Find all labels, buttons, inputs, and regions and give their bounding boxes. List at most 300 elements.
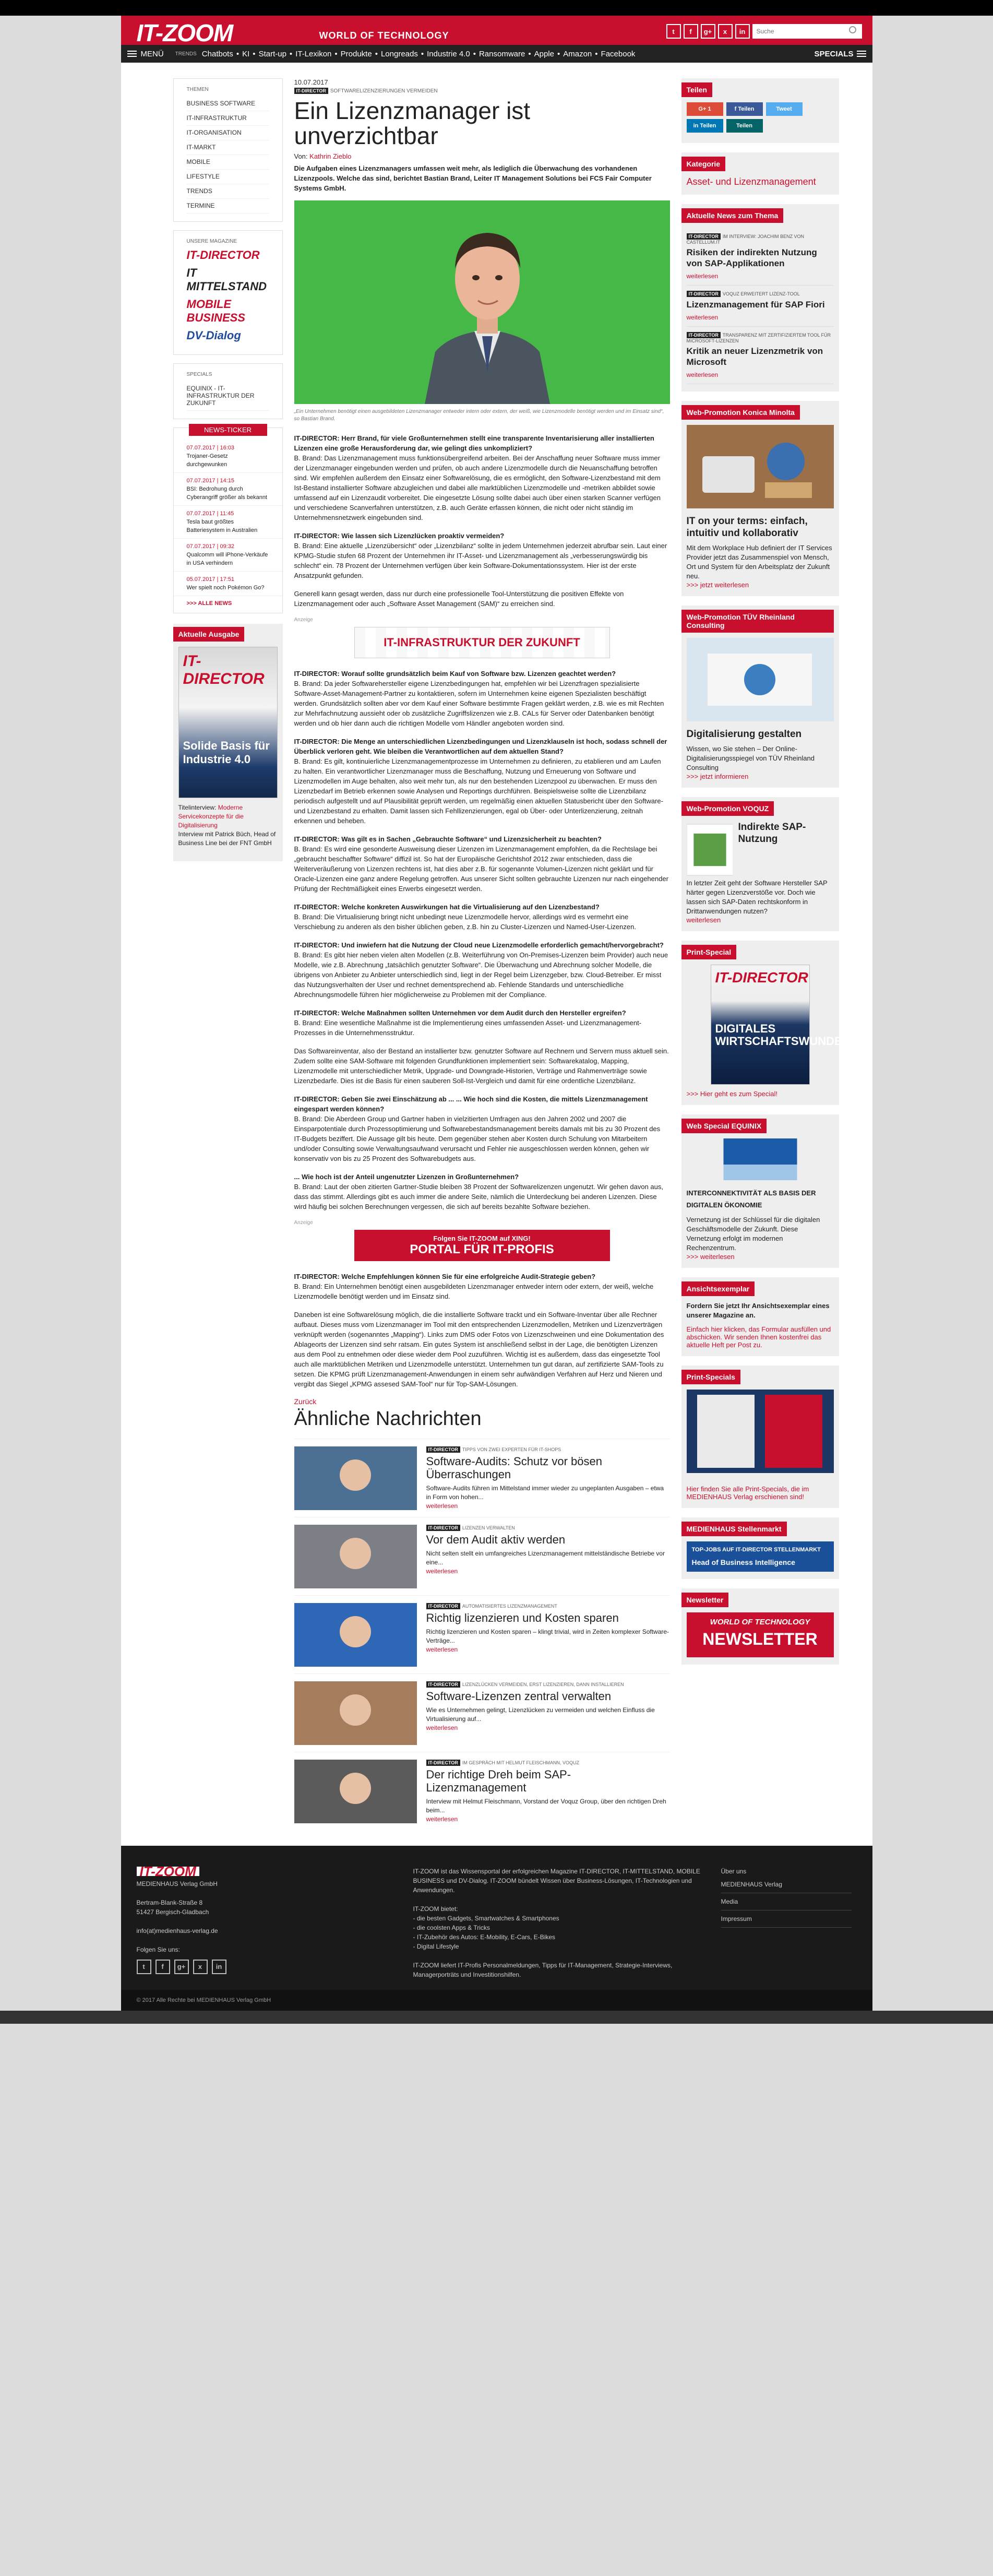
interview-paragraph [294, 737, 670, 826]
hamburger-icon [127, 51, 137, 57]
related-title[interactable]: Richtig lizenzieren und Kosten sparen [426, 1611, 619, 1624]
related-item[interactable] [294, 1752, 670, 1830]
footer-offer-1: - die besten Gadgets, Smartwatches & Smartphones [413, 1915, 559, 1922]
news-ticker [173, 428, 283, 613]
print-specials-image [687, 1390, 834, 1473]
related-teaser: Interview mit Helmut Fleischmann, Vorstand der Voquz Group, über den richtigen Dreh beim... [426, 1798, 666, 1814]
xing-icon[interactable]: x [193, 1960, 208, 1974]
sample-copy-box [681, 1277, 839, 1356]
xing-banner-line2: PORTAL FÜR IT-PROFIS [410, 1242, 554, 1256]
interview-answer: Generell kann gesagt werden, dass nur durch eine professionelle Tool-Unterstützung die positiven Effekte von Lizenzmanagement oder auch „Software Asset Management (SAM)“ zu erreichen sind. [294, 590, 624, 608]
ticker-item[interactable] [174, 572, 282, 596]
footer-offer-4: - Digital Lifestyle [413, 1943, 459, 1950]
sidebar-item-theme[interactable]: MOBILE [187, 155, 269, 170]
footer-offer-2: - die coolsten Apps & Tricks [413, 1924, 490, 1931]
related-item[interactable] [294, 1517, 670, 1595]
themes-label: THEMEN [186, 87, 209, 92]
interview-paragraph [294, 940, 670, 1000]
related-badge: IT-DIRECTOR [426, 1681, 460, 1688]
byline-prefix: Von: [294, 152, 308, 160]
related-kicker-text: TIPPS VON ZWEI EXPERTEN FÜR IT-SHOPS [462, 1447, 561, 1452]
related-badge: IT-DIRECTOR [426, 1760, 460, 1766]
print-cover-subtitle: DIGITALES WIRTSCHAFTSWUNDER [715, 1022, 851, 1048]
interview-question: IT-DIRECTOR: Die Menge an unterschiedlichen Lizenzbedingungen und Lizenzklauseln ist hoch, sodass schnell der Überblick verloren geht. Wie bleiben die Verantwortlichen auf dem aktuellen Stand? [294, 738, 667, 755]
promo-tuv-text: Wissen, wo Sie stehen – Der Online-Digitalisierungsspiegel von TÜV Rheinland Consulting [686, 745, 815, 771]
sample-copy-title: Ansichtsexemplar [681, 1281, 755, 1296]
trend-separator: • [334, 49, 338, 58]
trend-separator: • [595, 49, 598, 58]
interview-paragraph [294, 902, 670, 932]
themes-box [173, 78, 283, 222]
interview-paragraph [294, 834, 670, 894]
trend-link[interactable]: Start-up [258, 49, 286, 58]
linkedin-icon[interactable]: in [735, 24, 750, 39]
trend-separator: • [421, 49, 424, 58]
search-icon[interactable] [849, 26, 856, 33]
category-link[interactable]: Asset- und Lizenzmanagement [686, 176, 816, 187]
topic-news-badge: IT-DIRECTOR [687, 332, 721, 338]
cover-subtitle: Solide Basis für Industrie 4.0 [183, 739, 270, 766]
magazines-box [173, 230, 283, 355]
sidebar-item-theme[interactable]: LIFESTYLE [187, 170, 269, 184]
mag-dvdialog-logo[interactable]: DV-Dialog [186, 329, 241, 342]
trend-link[interactable]: Produkte [340, 49, 372, 58]
related-title[interactable]: Software-Audits: Schutz vor bösen Überraschungen [426, 1455, 602, 1481]
promo-konica-title: Web-Promotion Konica Minolta [681, 405, 800, 420]
topic-news-more[interactable]: weiterlesen [686, 371, 719, 378]
footer-links-title: Über uns [721, 1868, 747, 1875]
related-badge: IT-DIRECTOR [426, 1603, 460, 1609]
interview-section-2 [294, 669, 670, 1212]
header-social-links [666, 24, 750, 39]
interview-paragraph [294, 1094, 670, 1164]
copyright: © 2017 Alle Rechte bei MEDIENHAUS Verlag GmbH [121, 1990, 872, 2011]
related-teaser: Nicht selten stellt ein umfangreiches Lizenzmanagement mittelständische Betriebe vor eine... [426, 1550, 665, 1566]
ticker-text: BSI: Bedrohung durch Cyberangriff größer als bekannt [186, 486, 267, 501]
ticker-item[interactable] [174, 539, 282, 572]
share-box [681, 78, 839, 143]
related-more-link[interactable]: weiterlesen [426, 1502, 458, 1510]
header [121, 16, 872, 45]
interview-answer: B. Brand: Eine wesentliche Maßnahme ist die Implementierung eines umfassenden Asset- und Lizenzmanagement-Prozesses in die Unternehmensstruktur. [294, 1019, 642, 1037]
footer-publisher: MEDIENHAUS Verlag GmbH [136, 1880, 218, 1888]
related-badge: IT-DIRECTOR [426, 1446, 460, 1453]
related-text [426, 1603, 670, 1666]
main-nav [121, 45, 872, 63]
article-title: Ein Lizenzmanager ist unverzichtbar [294, 97, 531, 149]
trend-link[interactable]: Ransomware [478, 49, 525, 58]
specials-label: SPECIALS [186, 372, 212, 377]
interview-paragraph [294, 1310, 670, 1389]
trend-link[interactable]: Apple [534, 49, 554, 58]
related-more-link[interactable]: weiterlesen [426, 1724, 458, 1731]
related-thumbnail[interactable] [294, 1446, 417, 1510]
trend-link[interactable]: Longreads [380, 49, 418, 58]
sidebar-item-theme[interactable]: TRENDS [187, 184, 269, 199]
back-link[interactable]: Zurück [294, 1397, 317, 1406]
trend-separator: • [289, 49, 293, 58]
related-more-link[interactable]: weiterlesen [426, 1815, 458, 1823]
page [121, 16, 872, 2011]
related-text [426, 1760, 670, 1823]
related-kicker-text: AUTOMATISIERTES LIZENZMANAGEMENT [462, 1604, 557, 1609]
topic-news-kicker-text: IM INTERVIEW: JOACHIM BENZ VON CASTELLUM.IT [686, 234, 805, 245]
footer [121, 1846, 872, 1990]
footer-address-1: Bertram-Blank-Straße 8 [136, 1899, 203, 1906]
bottom-band [0, 2011, 993, 2024]
related-teaser: Software-Audits führen im Mittelstand immer wieder zu ungeplanten Ausgaben – etwa in Form von hohen... [426, 1485, 664, 1501]
interview-answer: B. Brand: Die Aberdeen Group und Gartner haben in vielzitierten Umfragen aus den Jahren 2002 und 2007 die Einsparpotentiale durch Prozessoptimierung und Softwarebestandsmanagement bereits damals mit bis zu 30 Prozent des IT-Budgets beziffert. Die Aussage gilt bis heute. Dem gegenüber stehen aber Kosten durch Schulung von Mitarbeitern und/oder Consulting sowie Verwaltungsaufwand verursacht und Fehler nie ausgeschlossen werden können, gehen wir konservativ von bis zu 25 Prozent des Softwarebudgets aus. [294, 1115, 661, 1162]
topic-news-kicker-text: TRANSPARENZ MIT ZERTIFIZIERTEM TOOL FÜR MICROSOFT-LIZENZEN [686, 333, 831, 343]
ticker-date: 07.07.2017 | 16:03 [186, 445, 235, 451]
trend-separator: • [375, 49, 378, 58]
trend-link[interactable]: Facebook [601, 49, 636, 58]
trend-links [202, 50, 636, 58]
author-link[interactable]: Kathrin Zieblo [309, 152, 352, 160]
topic-news-more[interactable]: weiterlesen [686, 314, 719, 321]
related-title[interactable]: Software-Lizenzen zentral verwalten [426, 1690, 612, 1703]
ticker-text: Qualcomm will iPhone-Verkäufe in USA verhindern [186, 552, 268, 566]
interview-desc: Interview mit Patrick Büch, Head of Business Line bei der FNT GmbH [178, 830, 276, 847]
related-item[interactable] [294, 1439, 670, 1517]
ticker-text: Trojaner-Gesetz durchgewunken [186, 453, 228, 468]
category-box [681, 152, 839, 195]
print-specials-link[interactable]: Hier finden Sie alle Print-Specials, die im MEDIENHAUS Verlag erschienen sind! [686, 1485, 809, 1501]
trend-separator: • [253, 49, 256, 58]
xing-banner-line1: Folgen Sie IT-ZOOM auf XING! [433, 1234, 531, 1242]
hamburger-icon [857, 51, 866, 57]
equinix-title: Web Special EQUINIX [681, 1119, 767, 1133]
interview-label: Titelinterview: [178, 804, 217, 811]
related-title: Ähnliche Nachrichten [294, 1408, 482, 1430]
related-more-link[interactable]: weiterlesen [426, 1568, 458, 1575]
related-list [294, 1439, 670, 1830]
related-title[interactable]: Der richtige Dreh beim SAP-Lizenzmanagement [426, 1768, 571, 1794]
interview-question: IT-DIRECTOR: Geben Sie zwei Einschätzung ab ... ... Wie hoch sind die Kosten, die mittels Lizenzmanagement eingespart werden können? [294, 1095, 648, 1113]
interview-section-1 [294, 433, 670, 609]
related-kicker-text: LIZENZLÜCKEN VERMEIDEN, ERST LIZENZIEREN, DANN INSTALLIEREN [462, 1682, 624, 1687]
promo-voquz-text: In letzter Zeit geht der Software Hersteller SAP härter gegen Lizenzverstöße vor. Doch wie lassen sich SAP-Daten rechtskonform in Drittanwendungen nutzen? [686, 879, 828, 915]
promo-tuv-more[interactable]: >>> jetzt informieren [686, 773, 749, 780]
related-more-link[interactable]: weiterlesen [426, 1646, 458, 1653]
twitter-share-button[interactable]: Tweet [766, 102, 803, 116]
topic-news-title[interactable]: Lizenzmanagement für SAP Fiori [686, 300, 825, 310]
interview-question: IT-DIRECTOR: Welche Empfehlungen können Sie für eine erfolgreiche Audit-Strategie geben? [294, 1273, 596, 1280]
newsletter-title: Newsletter [681, 1593, 729, 1607]
interview-question: IT-DIRECTOR: Worauf sollte grundsätzlich beim Kauf von Software bzw. Lizenzen geachtet werden? [294, 670, 616, 678]
footer-about: IT-ZOOM ist das Wissensportal der erfolgreichen Magazine IT-DIRECTOR, IT-MITTELSTAND, MOBILE BUSINESS und DV-Dialog. IT-ZOOM bündelt Wissen über Business-Lösungen, IT-Technologien und Anwendungen. [413, 1868, 700, 1894]
promo-konica-more[interactable]: >>> jetzt weiterlesen [686, 581, 749, 589]
footer-profi: IT-ZOOM liefert IT-Profis Personalmeldungen, Tipps für IT-Management, Strategie-Interviews, Managerporträts und Investitionshilfen. [413, 1962, 673, 1978]
article-kicker: SOFTWARELIZENZIERUNGEN VERMEIDEN [330, 88, 438, 94]
trend-link[interactable]: KI [242, 49, 250, 58]
googleplus-icon[interactable]: g+ [701, 24, 715, 39]
promo-konica-text: Mit dem Workplace Hub definiert der IT Services Provider jetzt das Zusammenspiel von Mensch, Ort und System für den Arbeitsplatz der Zukunft neu. [686, 544, 832, 580]
menu-label: MENÜ [140, 49, 164, 58]
search-input[interactable] [752, 24, 862, 39]
interview-question: ... Wie hoch ist der Anteil ungenutzter Lizenzen in Großunternehmen? [294, 1173, 519, 1181]
interview-paragraph [294, 531, 670, 580]
related-kicker [426, 1525, 670, 1531]
facebook-icon[interactable]: f [684, 24, 698, 39]
footer-offer-3: - IT-Zubehör des Autos: E-Mobility, E-Cars, E-Bikes [413, 1933, 556, 1941]
interview-answer: B. Brand: Ein Unternehmen benötigt einen ausgebildeten Lizenzmanager entweder intern oder extern, der weiß, welche Lizenzmodelle benötigt werden und im Einsatz sind. [294, 1283, 654, 1300]
related-kicker [426, 1681, 670, 1688]
specials-button[interactable] [814, 50, 866, 58]
promo-voquz-title: Web-Promotion VOQUZ [681, 801, 774, 816]
xing-share-button[interactable]: Teilen [726, 119, 763, 133]
mag-itdirector-logo[interactable]: IT-DIRECTOR [186, 248, 260, 262]
right-sidebar [681, 78, 851, 1830]
related-item[interactable] [294, 1673, 670, 1752]
topic-news-box [681, 204, 839, 391]
topic-news-more[interactable]: weiterlesen [686, 272, 719, 280]
interview-answer: B. Brand: Die Virtualisierung bringt nicht unbedingt neue Lizenzmodelle hervor, allerdings wird es vermehrt eine Verschiebung zu anderen als den bisher üblichen geben, z.B. hin zu Cluster-Lizenzen und Named-User-Lizenzen. [294, 913, 636, 931]
related-thumbnail[interactable] [294, 1603, 417, 1667]
equinix-box [681, 1114, 839, 1268]
linkedin-share-button[interactable]: in Teilen [687, 119, 723, 133]
article-byline [294, 152, 670, 160]
cover-title: IT-DIRECTOR [183, 652, 265, 687]
twitter-icon[interactable]: t [666, 24, 681, 39]
promo-konica [681, 401, 839, 596]
ticker-item[interactable] [174, 506, 282, 539]
ad-label: Anzeige [294, 1220, 313, 1226]
equinix-headline[interactable]: INTERCONNEKTIVITÄT ALS BASIS DER DIGITALEN ÖKONOMIE [686, 1189, 816, 1209]
site-tagline: WORLD OF TECHNOLOGY [319, 30, 449, 41]
print-cover-title: IT-DIRECTOR [715, 969, 808, 986]
related-teaser: Richtig lizenzieren und Kosten sparen – klingt trivial, wird in Zeiten komplexer Software-Verträge... [426, 1628, 669, 1644]
interview-question: IT-DIRECTOR: Was gilt es in Sachen „Gebrauchte Software“ und Lizenzsicherheit zu beachten? [294, 835, 602, 843]
newsletter-banner-line2: NEWSLETTER [702, 1630, 818, 1648]
promo-konica-headline[interactable]: IT on your terms: einfach, intuitiv und kollaborativ [686, 516, 808, 539]
related-thumbnail[interactable] [294, 1681, 417, 1745]
topic-news-kicker [687, 291, 834, 297]
interview-answer: B. Brand: Es gilt, kontinuierliche Lizenzmanagementprozesse im Unternehmen zu definieren, zu etablieren und am Laufen zu halten. Ein verantwortlicher Lizenzmanager muss die Beschaffung, Nutzung und Erneuerung von Software und Lizenzmodellen im Auge behalten, also weit mehr tun, als nur den bestehenden Lizenzpool zu überwachen. Er muss den Lizenzbedarf im Betrieb erkennen sowie Analysen und Reportings durchführen. Beispielsweise sollte die Lizenzbilanz periodisch aufgestellt und auf Plausibilität geprüft werden, um regelmäßig einen aktuellen Statusbericht über den Software- und Lizenzbestand zu erhalten. Damit lassen sich Fehllizenzierungen, egal ob Über- oder Unterlizenzierung, zeitnah erkennen und beheben. [294, 757, 663, 825]
all-news-link[interactable]: >>> ALLE NEWS [186, 600, 232, 607]
print-special-box [681, 941, 851, 1105]
related-text [426, 1525, 670, 1588]
facebook-share-button[interactable]: f Teilen [726, 102, 763, 116]
interview-answer: Das Softwareinventar, also der Bestand an installierter bzw. genutzter Software auf Rechnern und Servern muss aktuell sein. Zudem sollte eine SAM-Software mit folgenden Grundfunktionen implementiert sein: Softwarekatalog, Mapping, Lizenzmodelle mit unterschiedlicher Metrik, Upgrade- und Downgrade-Historien, Verträge und Rahmenverträge sowie Lizenzbedarfe. Dies ist die Basis für einen sauberen Soll-Ist-Vergleich und damit für eine ordentliche Lizenzbilanz. [294, 1047, 669, 1085]
topic-news-item[interactable] [687, 327, 834, 384]
job-market-box [681, 1517, 839, 1579]
ticker-text: Wer spielt noch Pokémon Go? [186, 585, 265, 591]
article [294, 78, 670, 1830]
topic-news-kicker [687, 332, 834, 343]
footer-link-impressum[interactable]: Impressum [721, 1910, 852, 1928]
footer-follow-label: Folgen Sie uns: [136, 1946, 180, 1953]
trend-separator: • [236, 49, 240, 58]
sidebar-item-theme[interactable]: TERMINE [187, 199, 269, 213]
promo-voquz-more[interactable]: weiterlesen [686, 916, 721, 924]
related-text [426, 1446, 670, 1510]
footer-offers-label: IT-ZOOM bietet: [413, 1905, 458, 1913]
print-special-link[interactable]: >>> Hier geht es zum Special! [686, 1090, 778, 1098]
interview-answer: B. Brand: Eine aktuelle „Lizenzübersicht“ oder „Lizenzbilanz“ sollte in jedem Unternehmen jederzeit abrufbar sein. Laut einer KPMG-Studie stufen 68 Prozent der Unternehmen ihr IT-Asset- und Lizenzmanagement als „verbesserungswürdig bis schlecht“ ein. 78 Prozent der Unternehmen verfügen über kein Software-Dokumentationssystem. Hier ist der erste Ansatzpunkt gefunden. [294, 542, 667, 579]
topic-news-title: Aktuelle News zum Thema [681, 208, 784, 223]
ad-banner-equinix[interactable]: IT-INFRASTRUKTUR DER ZUKUNFT [354, 627, 610, 658]
footer-email[interactable]: info(at)medienhaus-verlag.de [136, 1927, 218, 1934]
print-specials-title: Print-Specials [681, 1370, 740, 1384]
current-issue-title: Aktuelle Ausgabe [173, 627, 245, 642]
related-kicker [426, 1603, 670, 1609]
related-text [426, 1681, 670, 1744]
ticker-date: 05.07.2017 | 17:51 [186, 576, 235, 583]
portrait-illustration [420, 211, 555, 404]
interview-paragraph [294, 1008, 670, 1038]
ad-banner-xing[interactable] [354, 1230, 610, 1261]
equinix-more[interactable]: >>> weiterlesen [686, 1253, 735, 1261]
top-black-bar [0, 0, 993, 16]
ticker-date: 07.07.2017 | 14:15 [186, 478, 235, 484]
ticker-item[interactable] [174, 473, 282, 506]
interview-paragraph [294, 433, 670, 523]
share-title: Teilen [681, 82, 712, 97]
print-special-title: Print-Special [681, 945, 737, 959]
sidebar-item-theme[interactable]: BUSINESS SOFTWARE [187, 97, 269, 111]
current-issue-text [173, 798, 283, 853]
interview-answer: B. Brand: Es wird eine gesonderte Ausweisung dieser Lizenzen im Lizenzmanagement empfohlen, da die Rechtslage bei „gebraucht beschaffter Software“ diffizil ist. So hat der Europäische Gerichtshof 2012 zwar entschieden, dass die Weiterveräußerung von Lizenzen rechtens ist, hat dies aber z.B. für sogenannte Volumen-Lizenzen nicht geklärt und für Oracle-Lizenzen eine ganz andere Regelung getroffen. Aus unserer Sicht sollten gebrauchte Lizenzen nur nach eingehender Prüfung der Rechtmäßigkeit eines Erwerbs eingesetzt werden. [294, 845, 668, 893]
newsletter-banner-line1: WORLD OF TECHNOLOGY [710, 1618, 810, 1627]
trend-link[interactable]: IT-Lexikon [295, 49, 332, 58]
equinix-text: Vernetzung ist der Schlüssel für die digitalen Geschäftsmodelle der Zukunft. Diese Vernetzung erfolgt im modernen Rechenzentrum. [686, 1216, 820, 1252]
trends-label: TRENDS [175, 51, 197, 57]
mag-mobilebusiness-logo[interactable]: MOBILE BUSINESS [186, 298, 245, 324]
current-issue-box [173, 624, 283, 861]
article-lead: Die Aufgaben eines Lizenzmanagers umfassen weit mehr, als lediglich die Überwachung des vorhandenen Lizenzpools. Welche das sind, berichtet Bastian Brand, Leiter IT Management Solutions bei FCS Fair Computer Systems GmbH. [294, 164, 652, 192]
newsletter-box [681, 1588, 839, 1665]
article-date: 10.07.2017 [294, 78, 328, 86]
current-issue-cover[interactable] [178, 647, 278, 798]
interview-answer: B. Brand: Es gibt hier neben vielen alten Modellen (z.B. Weiterführung von On-Premises-Lizenzen beim Provider) auch neue Modelle, wie z.B. Abrechnung „tatsächlich genutzter Software“. Die Überwachung und Abrechnung solcher Modelle, die übrigens von Anbieter zu Anbieter unterschiedlich sind, liegt in der Regel beim Lizenzgeber, bzw. Cloud-Betreiber. Er misst das Nutzungsverhalten der User und rechnet dementsprechend ab. Fehlende Standards und unterschiedliche Abrechnungsmodelle führen hier möglicherweise zu Problemen mit der Compliance. [294, 951, 668, 999]
interview-paragraph [294, 1272, 670, 1301]
related-teaser: Wie es Unternehmen gelingt, Lizenzlücken zu vermeiden und welchen Einfluss die Virtualisierung auf... [426, 1706, 655, 1723]
site-logo[interactable]: IT-ZOOM [136, 19, 233, 46]
topic-news-title[interactable]: Kritik an neuer Lizenzmetrik von Microsoft [686, 346, 823, 367]
news-ticker-title: NEWS-TICKER [189, 424, 267, 436]
related-thumbnail[interactable] [294, 1525, 417, 1588]
image-caption: „Ein Unternehmen benötigt einen ausgebildeten Lizenzmanager entweder intern oder extern, der weiß, wie Lizenzmodelle benötigt werden und im Einsatz sind“, so Bastian Brand. [294, 409, 664, 422]
menu-button[interactable] [127, 50, 164, 58]
promo-tuv-title: Web-Promotion TÜV Rheinland Consulting [681, 610, 834, 633]
footer-link-media[interactable]: Media [721, 1893, 852, 1910]
left-sidebar [173, 78, 283, 1830]
topic-news-badge: IT-DIRECTOR [687, 233, 721, 240]
job-market-banner[interactable] [687, 1541, 834, 1572]
sidebar-item-theme[interactable]: IT-ORGANISATION [187, 126, 269, 140]
topic-news-title[interactable]: Risiken der indirekten Nutzung von SAP-Applikationen [686, 247, 817, 268]
trend-link[interactable]: Chatbots [201, 49, 233, 58]
trend-separator: • [473, 49, 476, 58]
ticker-date: 07.07.2017 | 11:45 [186, 511, 234, 517]
newsletter-banner[interactable] [687, 1612, 834, 1657]
promo-tuv-image [687, 638, 834, 721]
ad-label: Anzeige [294, 617, 313, 623]
topic-news-item[interactable] [687, 286, 834, 327]
topic-news-kicker [687, 233, 834, 245]
promo-voquz-headline[interactable]: Indirekte SAP-Nutzung [738, 822, 806, 845]
trend-separator: • [557, 49, 560, 58]
related-item[interactable] [294, 1595, 670, 1673]
article-badge: IT-DIRECTOR [294, 88, 328, 94]
related-title[interactable]: Vor dem Audit aktiv werden [426, 1533, 566, 1546]
interview-paragraph [294, 1046, 670, 1086]
interview-link[interactable]: Moderne Servicekonzepte für die Digitalisierung [178, 804, 244, 829]
topic-news-badge: IT-DIRECTOR [687, 291, 721, 297]
linkedin-icon[interactable]: in [212, 1960, 226, 1974]
ticker-date: 07.07.2017 | 09:32 [186, 543, 235, 550]
footer-link-verlag[interactable]: MEDIENHAUS Verlag [721, 1876, 852, 1893]
job-market-job: Head of Business Intelligence [691, 1558, 795, 1566]
interview-answer: B. Brand: Laut der oben zitierten Gartner-Studie bleiben 38 Prozent der Softwarelizenzen ungenutzt. Wir gehen davon aus, dass das stimmt. Allerdings gibt es auch immer die andere Seite, nämlich die Unterdeckung bei anderen Lizenzen. Diese wird häufig bei solchen Berechnungen vergessen, die sich auf bereits bezahlte Software beziehen. [294, 1183, 663, 1210]
special-equinix-link[interactable]: EQUINIX - IT-INFRASTRUKTUR DER ZUKUNFT [187, 382, 269, 411]
promo-voquz [681, 797, 839, 931]
related-kicker-text: LIZENZEN VERWALTEN [462, 1525, 515, 1530]
magazines-label: UNSERE MAGAZINE [186, 239, 237, 244]
footer-logo[interactable]: IT-ZOOM [137, 1867, 199, 1876]
interview-question: IT-DIRECTOR: Welche konkreten Auswirkungen hat die Virtualisierung auf den Lizenzbestand? [294, 903, 600, 911]
equinix-image [687, 1138, 834, 1180]
sample-copy-text: Fordern Sie jetzt Ihr Ansichtsexemplar eines unserer Magazine an. [686, 1302, 830, 1319]
interview-paragraph [294, 669, 670, 728]
job-market-title: MEDIENHAUS Stellenmarkt [681, 1522, 787, 1536]
sidebar-item-theme[interactable]: IT-INFRASTRUKTUR [187, 111, 269, 126]
ticker-item[interactable] [174, 440, 282, 473]
interview-question: IT-DIRECTOR: Herr Brand, für viele Großunternehmen stellt eine transparente Inventarisierung aller installierten Lizenzen eine große Herausforderung dar, wie gelingt dies unkompliziert? [294, 434, 654, 452]
related-thumbnail[interactable] [294, 1760, 417, 1823]
interview-answer: B. Brand: Das Lizenzmanagement muss funktionsübergreifend arbeiten. Bei der Anschaffung neuer Software muss immer der Lizenzmanager eingebunden werden und prüfen, ob auch andere Lizenzmodelle durch die Neuanschaffung betroffen sind. Wir empfehlen außerdem den Einsatz einer Softwarelösung, die es ermöglicht, den Software-Lizenzbestand mit dem Ist-Bestand installierter Software abzugleichen und dabei alle marktüblichen Lizenzmodelle und -metriken abbildet sowie umfassend auf ein Lizenzaudit vorbereitet. Die eingesetzte Lösung sollte dabei auch über einen starken Scanner verfügen und verschiedene Scanverfahren unterstützen, z.B. auch Geräte erfassen können, die nicht oder nicht ständig im Unternehmensnetzwerk eingebunden sind. [294, 454, 661, 521]
print-specials-box [681, 1366, 839, 1508]
xing-icon[interactable]: x [718, 24, 733, 39]
related-kicker-text: IM GESPRÄCH MIT HELMUT FLEISCHMANN, VOQUZ [462, 1760, 580, 1765]
topic-news-item[interactable] [687, 228, 834, 286]
trend-link[interactable]: Industrie 4.0 [427, 49, 470, 58]
interview-paragraph [294, 1172, 670, 1212]
sample-copy-link[interactable]: Einfach hier klicken, das Formular ausfüllen und abschicken. Wir senden Ihnen kostenfrei das aktuelle Heft per Post zu. [686, 1325, 831, 1349]
job-market-banner-title: TOP-JOBS AUF IT-DIRECTOR STELLENMARKT [691, 1547, 821, 1553]
interview-question: IT-DIRECTOR: Wie lassen sich Lizenzlücken proaktiv vermeiden? [294, 532, 505, 540]
ticker-text: Tesla baut größtes Batteriesystem in Australien [186, 519, 258, 533]
interview-answer: Daneben ist eine Softwarelösung möglich, die die installierte Software trackt und ein Software-Inventar über alle Rechner aufbaut. Dieses muss vom Lizenzmanager im Tool mit den entsprechenden Lizenzmodellen, Metriken und Lizenzverträgen verknüpft werden (sogenanntes „Mapping“). Links zum DMS oder Fotos von Lizenzschweinen und eine Dokumentation des Ablageorts der Lizenzen sind sehr ratsam. Ein gutes System ist anschließend selbst in der Lage, die benötigten Lizenzen aus dem Pool zu entnehmen oder diese wieder dem Pool zuzuführen. Wichtig ist es außerdem, dass das eingesetzte Tool auch alle marktüblichen Metriken und Lizenzmodelle unterstützt. Unternehmen tun gut daran, auf zertifizierte SAM-Tools zu setzen. Die KPMG prüft Lizenzmanagement-Anwendungen in einem sehr aufwändigen Verfahren auf Herz und Nieren und vergibt das Siegel „KPMG assesed SAM-Tool“ nur für Top-SAM-Lösungen. [294, 1311, 664, 1388]
interview-question: IT-DIRECTOR: Und inwiefern hat die Nutzung der Cloud neue Lizenzmodelle erforderlich gemacht/hervorgebracht? [294, 941, 664, 949]
topic-news-kicker-text: VOQUZ ERWEITERT LIZENZ-TOOL [722, 291, 800, 296]
interview-section-3 [294, 1272, 670, 1389]
trend-link[interactable]: Amazon [563, 49, 592, 58]
print-special-cover[interactable] [711, 965, 851, 1085]
interview-paragraph [294, 589, 670, 609]
footer-address-2: 51427 Bergisch-Gladbach [136, 1908, 209, 1916]
related-kicker [426, 1446, 670, 1453]
facebook-icon[interactable]: f [155, 1960, 170, 1974]
googleplus-share-button[interactable]: G+ 1 [687, 102, 723, 116]
promo-tuv-headline[interactable]: Digitalisierung gestalten [686, 729, 802, 740]
sidebar-item-theme[interactable]: IT-MARKT [187, 140, 269, 155]
specials-box [173, 363, 283, 419]
related-badge: IT-DIRECTOR [426, 1525, 460, 1531]
promo-konica-image [687, 425, 834, 508]
related-kicker [426, 1760, 670, 1766]
mag-itmittelstand-logo[interactable]: IT MITTELSTAND [186, 266, 267, 293]
article-hero-image [294, 200, 670, 404]
promo-tuv [681, 606, 839, 788]
twitter-icon[interactable]: t [137, 1960, 151, 1974]
promo-voquz-image [687, 821, 733, 879]
interview-question: IT-DIRECTOR: Welche Maßnahmen sollten Unternehmen vor dem Audit durch den Hersteller ergreifen? [294, 1009, 626, 1017]
category-title: Kategorie [681, 157, 726, 171]
specials-label: SPECIALS [814, 49, 854, 58]
googleplus-icon[interactable]: g+ [174, 1960, 189, 1974]
